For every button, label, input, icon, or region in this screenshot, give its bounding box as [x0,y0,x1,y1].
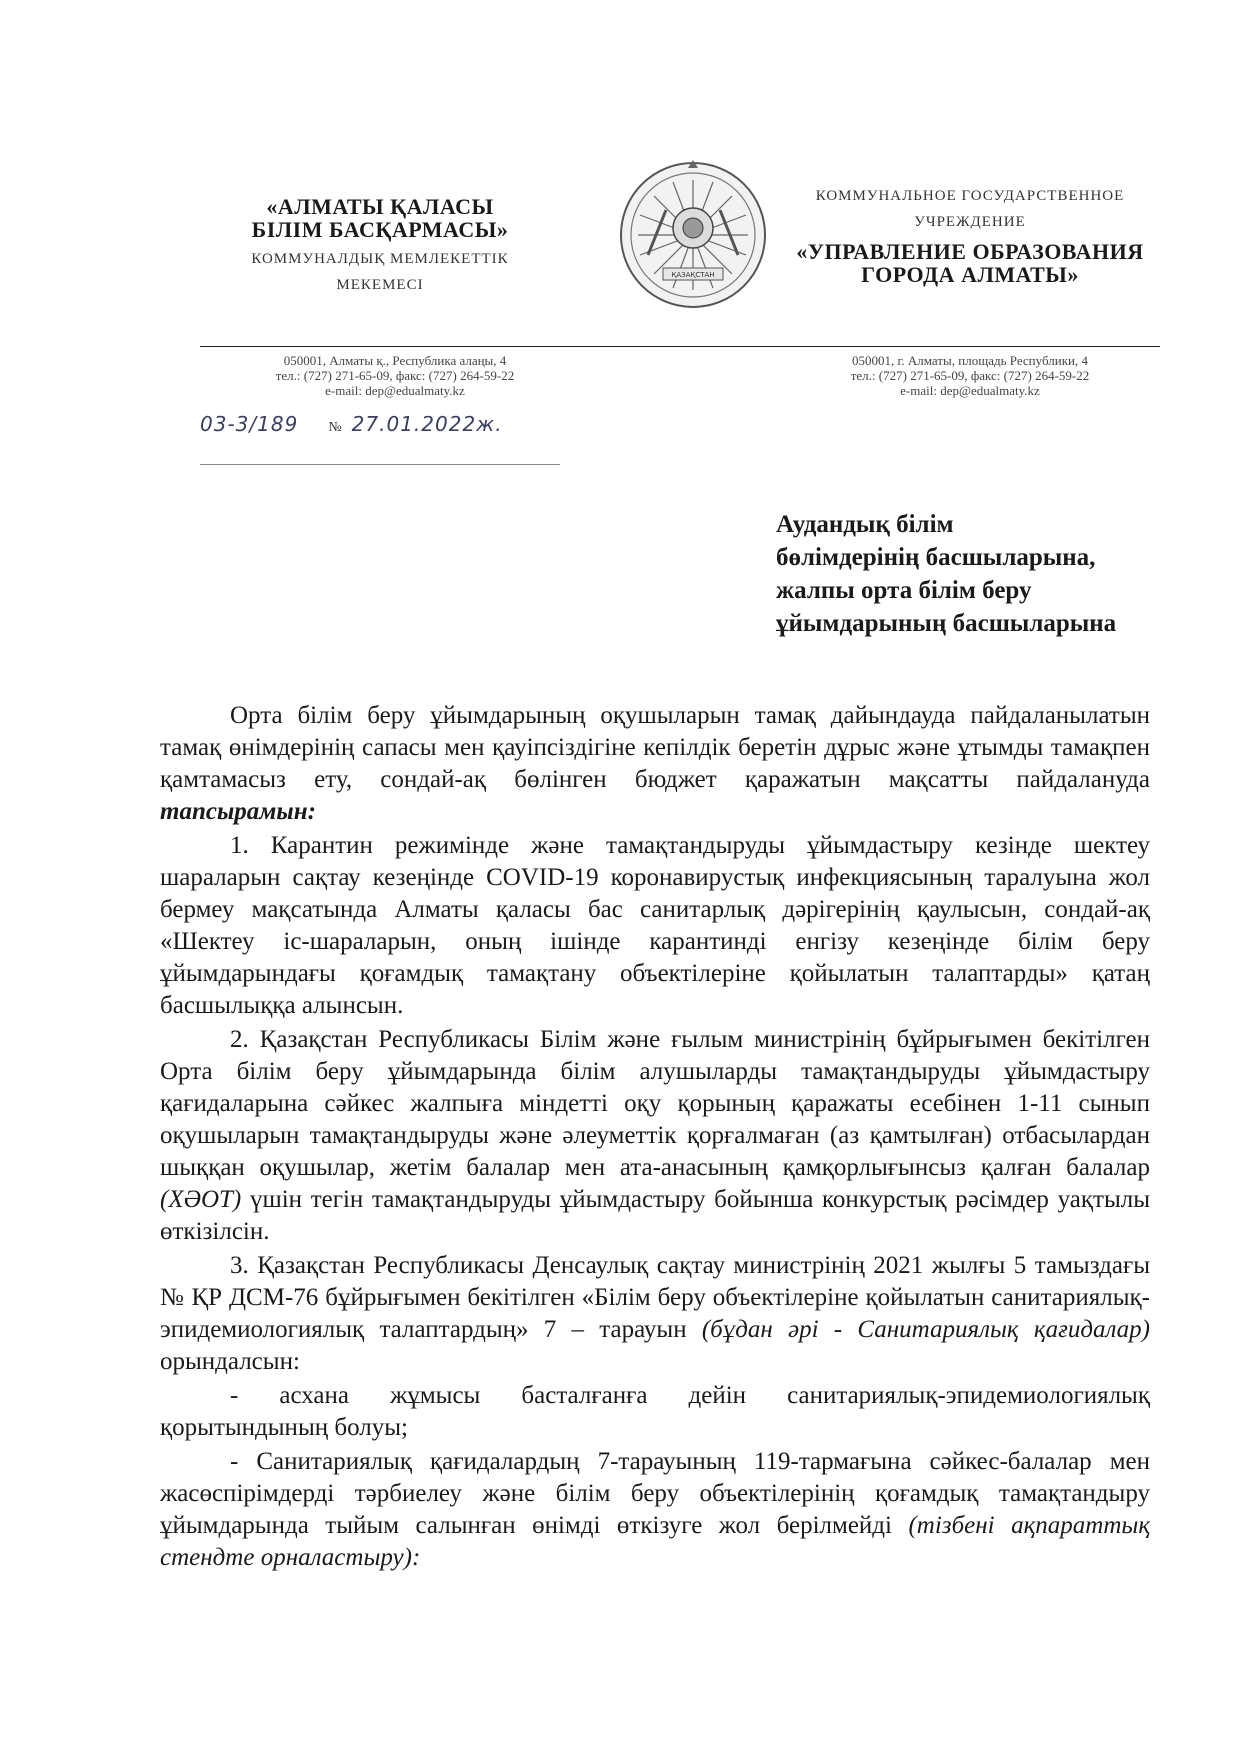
addressee-line4: ұйымдарының басшыларына [776,610,1117,637]
emblem-label: ҚАЗАҚСТАН [671,271,715,279]
dash-item-2-text: - Санитариялық қағидалардың 7-тарауының 119-тармағына сәйкес-балалар мен жасөспірімдерді тәрбиелеу және білім беру объектілерінің қоғамдық тамақтандыру ұйымдарында тыйым салынған өнімді өткізуге жол берілмейді [160,1448,1150,1539]
number-sign: № [328,420,342,435]
registration-number: 03-3/189 [200,412,299,436]
item-3-text-end: орындалсын: [160,1348,300,1375]
org-name-ru-line1: «УПРАВЛЕНИЕ ОБРАЗОВАНИЯ [796,239,1144,264]
state-emblem-icon [618,160,768,310]
org-name-kz-line1: «АЛМАТЫ ҚАЛАСЫ [266,194,494,219]
registration-line [200,412,575,436]
org-type-ru-line1: КОММУНАЛЬНОЕ ГОСУДАРСТВЕННОЕ [815,188,1125,204]
registration-underline [200,464,560,465]
registration-date: 27.01.2022ж. [351,412,503,436]
org-name-ru-line2: ГОРОДА АЛМАТЫ» [861,262,1079,287]
item-1-paragraph: 1. Карантин режимінде және тамақтандыруды ұйымдастыру кезінде шектеу шараларын сақтау кезеңінде COVID-19 коронавирустық инфекциясының таралуына жол бермеу мақсатында Алматы қаласы бас санитарлық дәрігерінің қаулысын, сондай-ақ «Шектеу іс-шараларын, оның ішінде карантинді енгізу кезеңінде білім беру ұйымдарындағы қоғамдық тамақтану объектілеріне қойылатын талаптарды» қатаң басшылыққа алынсын. [160,832,1150,1019]
addressee-block [776,508,1196,640]
item-3-note: (бұдан әрі - Санитариялық қағидалар) [701,1316,1151,1343]
address-ru [810,353,1130,398]
org-name-kz-line2: БІЛІМ БАСҚАРМАСЫ» [251,217,509,242]
item-2-text: 2. Қазақстан Республикасы Білім және ғылым министрінің бұйрығымен бекітілген Орта білім беру ұйымдарында білім алушыларды тамақтандыруды ұйымдастыру қағидаларына сәйкес жалпыға міндетті оқу қорының қаражаты есебінен 1-11 сынып оқушыларын тамақтандыруды және әлеуметтік қорғалмаған (аз қамтылған) отбасылардан шыққан оқушылар, жетім балалар мен ата-анасының қамқорлығынсыз қалған балалар [160,1026,1150,1181]
address-ru-line2: тел.: (727) 271-65-09, факс: (727) 264-59-22 [850,368,1090,383]
dash-item-2 [160,1446,1150,1574]
org-type-kz-line2: МЕКЕМЕСІ [336,277,424,293]
dash-item-2-note: (тізбені ақпараттық стендте орналастыру): [160,1512,1151,1571]
addressee-line3: жалпы орта білім беру [776,577,1032,604]
item-2-paragraph [160,1024,1150,1248]
dash-item-1: - асхана жұмысы басталғанға дейін санитариялық-эпидемиологиялық қорытындының болуы; [160,1382,1150,1441]
addressee-line2: бөлімдерінің басшыларына, [776,544,1096,571]
org-block-ru [790,188,1150,286]
item-2-abbrev: (ХӘОТ) [160,1186,242,1213]
header-divider [200,346,1160,347]
intro-paragraph [160,700,1150,828]
org-type-kz-line1: КОММУНАЛДЫҚ МЕМЛЕКЕТТІК [251,251,509,267]
address-kz [245,353,545,398]
item-3-paragraph [160,1250,1150,1378]
intro-text: Орта білім беру ұйымдарының оқушыларын тамақ дайындауда пайдаланылатын тамақ өнімдерінің сапасы мен қауіпсіздігіне кепілдік беретін дұрыс және ұтымды тамақпен қамтамасыз ету, сондай-ақ бөлінген бюджет қаражатын мақсатты пайдалануда [160,702,1150,793]
org-type-ru-line2: УЧРЕЖДЕНИЕ [914,214,1026,230]
address-ru-line3: e-mail: dep@edualmaty.kz [900,383,1040,398]
address-kz-line2: тел.: (727) 271-65-09, факс: (727) 264-59-22 [275,368,515,383]
letter-body [160,700,1150,1576]
intro-bold-text: тапсырамын: [160,798,316,825]
item-3-text: 3. Қазақстан Республикасы Денсаулық сақтау министрінің 2021 жылғы 5 тамыздағы № ҚР ДСМ-76 бұйрығымен бекітілген «Білім беру объектілеріне қойылатын санитариялық-эпидемиологиялық талаптардың» 7 – тарауын [160,1252,1150,1343]
address-kz-line1: 050001, Алматы қ., Республика алаңы, 4 [283,353,507,368]
org-block-kz [230,195,530,293]
item-2-text-end: үшін тегін тамақтандыруды ұйымдастыру бойынша конкурстық рәсімдер уақтылы өткізілсін. [160,1186,1151,1245]
addressee-line1: Аудандық білім [776,511,954,538]
address-kz-line3: e-mail: dep@edualmaty.kz [325,383,465,398]
address-ru-line1: 050001, г. Алматы, площадь Республики, 4 [852,353,1088,368]
